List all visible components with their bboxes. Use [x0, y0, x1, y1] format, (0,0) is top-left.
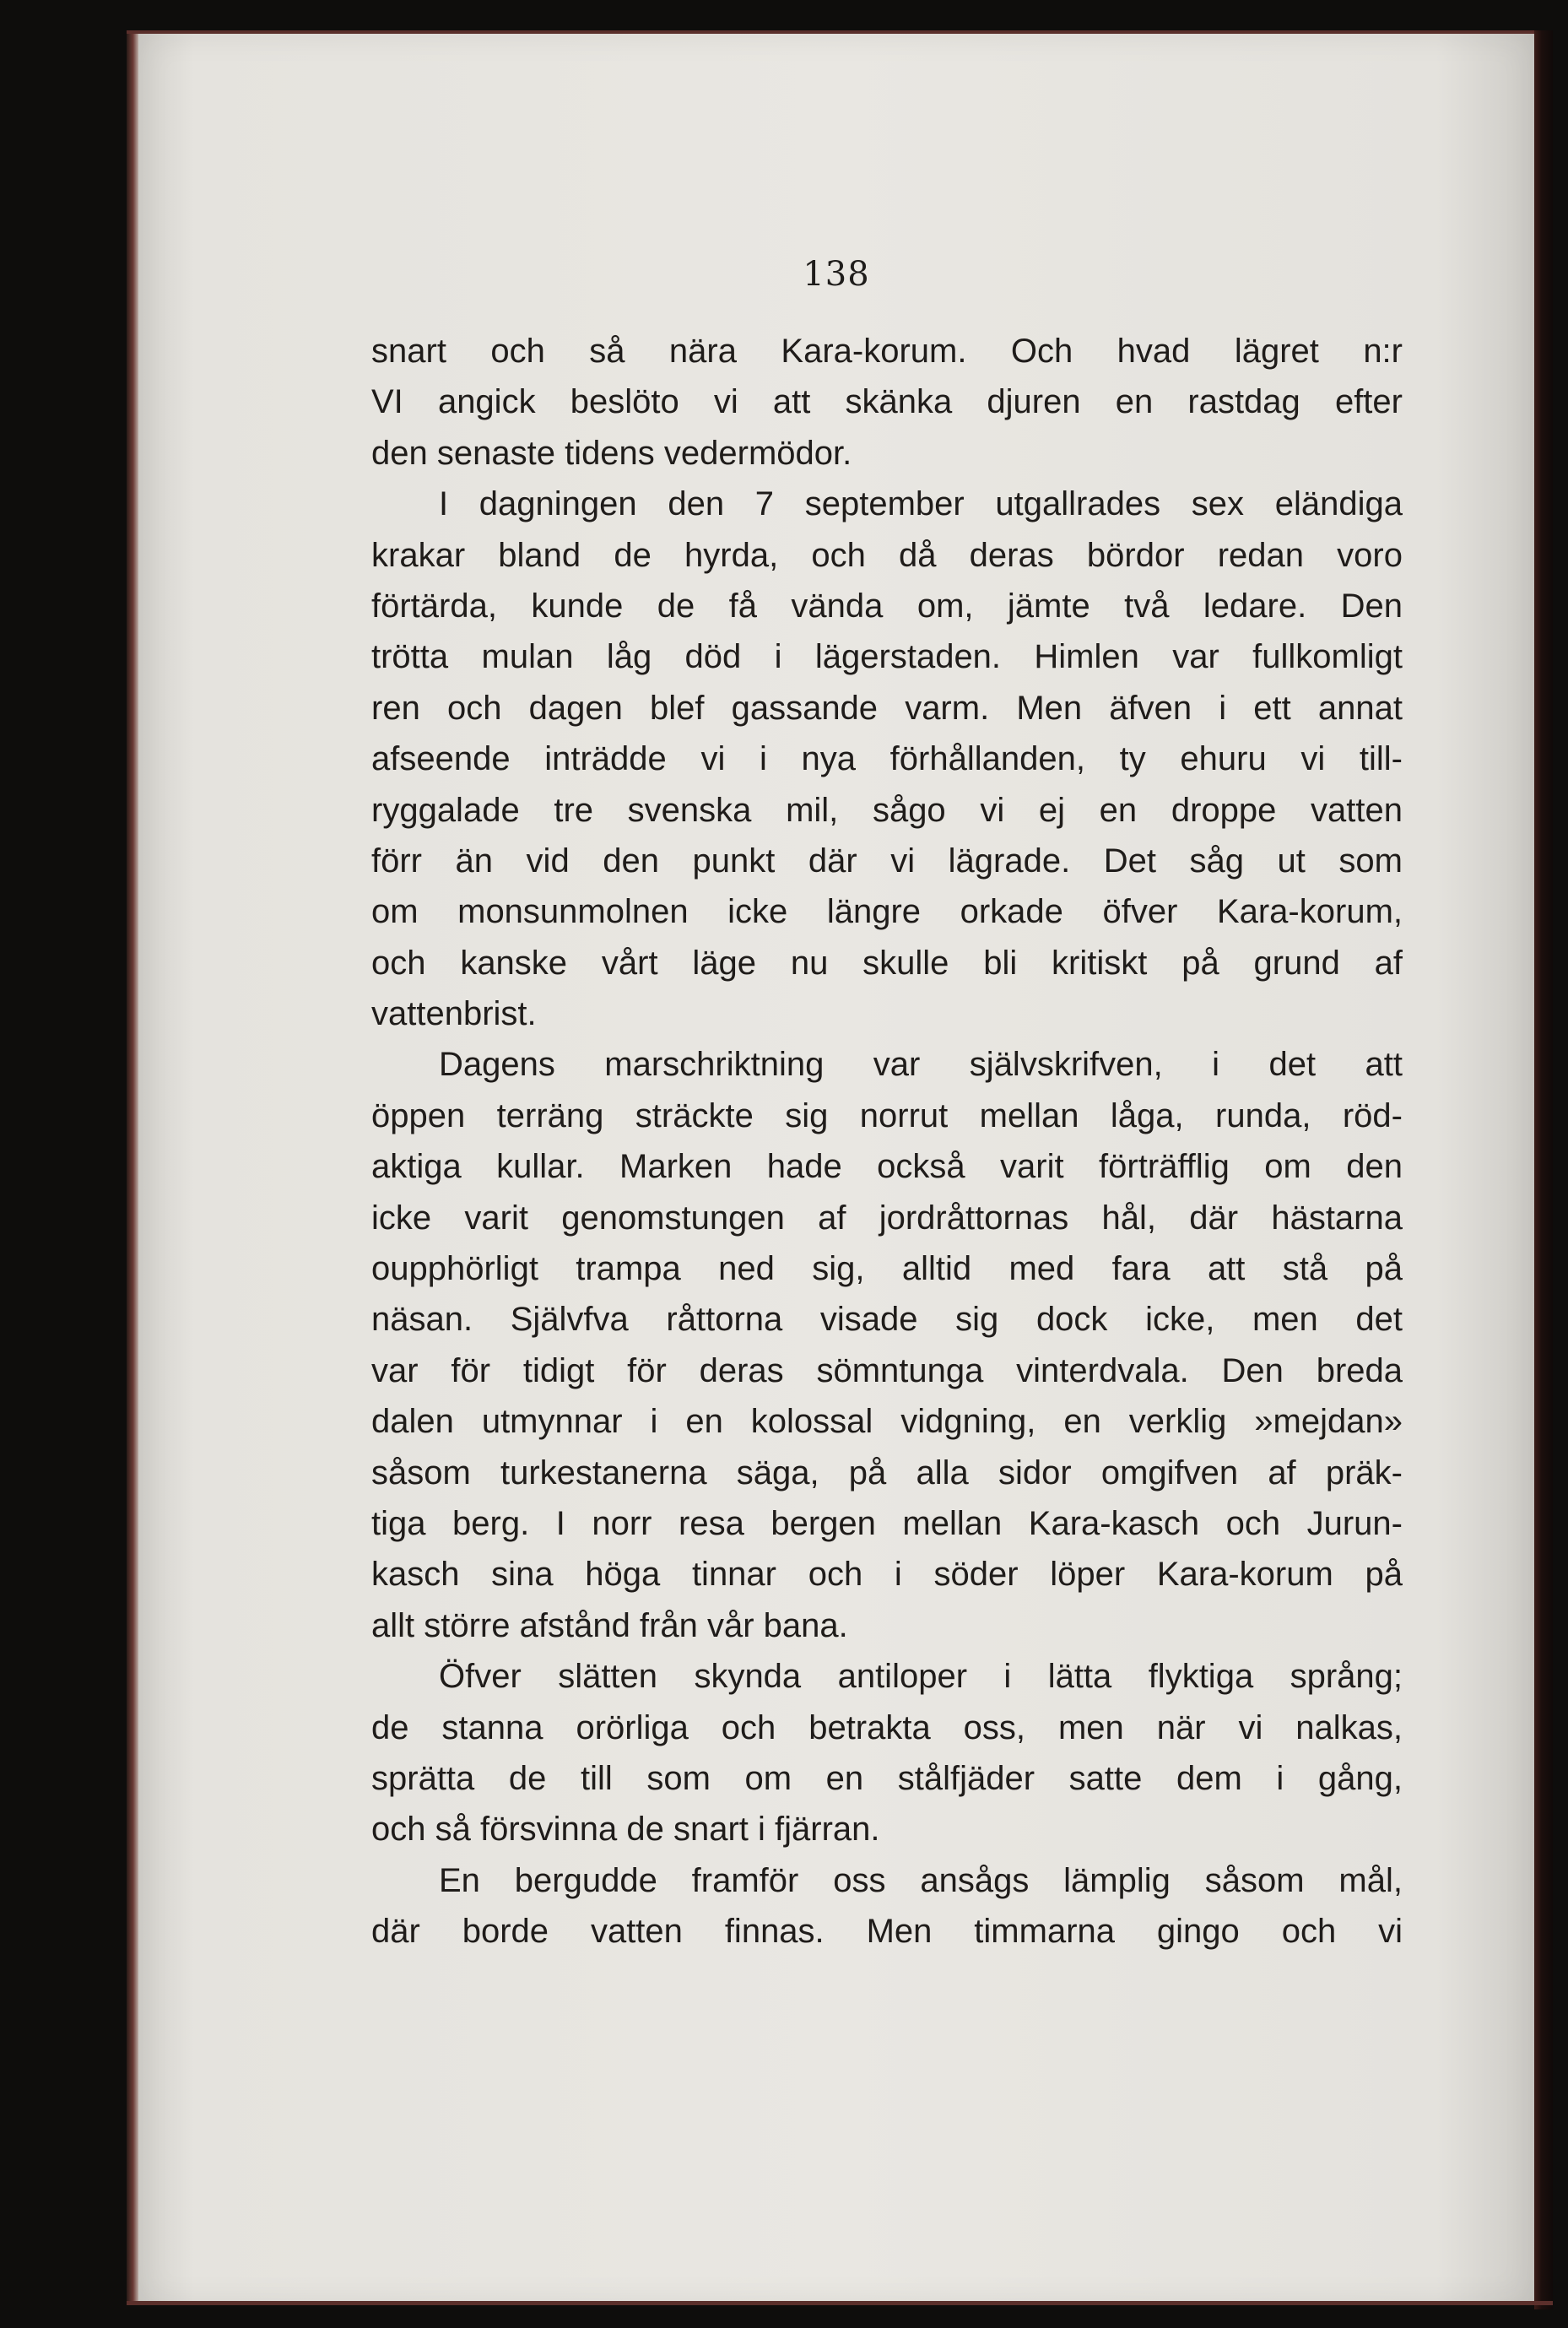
text-line: förtärda, kunde de få vända om, jämte två ledare. Den: [371, 587, 1403, 625]
text-line: Dagens marschriktning var självskrifven, i det att: [439, 1046, 1403, 1084]
text-line: kasch sina höga tinnar och i söder löper Kara-korum på: [371, 1556, 1403, 1594]
text-line: oupphörligt trampa ned sig, alltid med fara att stå på: [371, 1250, 1403, 1288]
text-line: snart och så nära Kara-korum. Och hvad lägret n:r: [371, 333, 1403, 370]
text-line: och så försvinna de snart i fjärran.: [371, 1811, 880, 1849]
text-line: ryggalade tre svenska mil, sågo vi ej en droppe vatten: [371, 791, 1403, 829]
page-number: 138: [803, 255, 870, 294]
text-line: den senaste tidens vedermödor.: [371, 434, 852, 472]
text-line: En bergudde framför oss ansågs lämplig såsom mål,: [439, 1861, 1403, 1899]
text-line: och kanske vårt läge nu skulle bli kritiskt på grund af: [371, 944, 1403, 982]
text-line: där borde vatten finnas. Men timmarna gingo och vi: [371, 1913, 1403, 1951]
text-line: krakar bland de hyrda, och då deras bördor redan voro: [371, 536, 1403, 574]
text-line: dalen utmynnar i en kolossal vidgning, en verklig »mejdan»: [371, 1403, 1403, 1441]
page-bottom-border: [127, 2301, 1553, 2305]
text-line: var för tidigt för deras sömntunga vinterdvala. Den breda: [371, 1351, 1403, 1389]
text-line: trötta mulan låg död i lägerstaden. Himlen var fullkomligt: [371, 638, 1403, 676]
text-line: tiga berg. I norr resa bergen mellan Kara-kasch och Jurun-: [371, 1504, 1403, 1542]
text-line: aktiga kullar. Marken hade också varit förträfflig om den: [371, 1148, 1403, 1186]
text-line: I dagningen den 7 september utgallrades sex eländiga: [439, 485, 1403, 523]
text-line: VI angick beslöto vi att skänka djuren en rastdag efter: [371, 383, 1403, 421]
page-left-edge: [127, 34, 138, 2304]
text-line: ren och dagen blef gassande varm. Men äfven i ett annat: [371, 689, 1403, 727]
text-line: om monsunmolnen icke längre orkade öfver Kara-korum,: [371, 893, 1403, 931]
page-right-edge: [1534, 30, 1553, 2309]
text-line: afseende inträdde vi i nya förhållanden, ty ehuru vi till-: [371, 740, 1403, 778]
text-line: de stanna orörliga och betrakta oss, men när vi nalkas,: [371, 1708, 1403, 1746]
text-line: förr än vid den punkt där vi lägrade. Det såg ut som: [371, 842, 1403, 880]
text-line: öppen terräng sträckte sig norrut mellan låga, runda, röd-: [371, 1096, 1403, 1134]
text-line: allt större afstånd från vår bana.: [371, 1606, 848, 1644]
text-line: icke varit genomstungen af jordråttornas hål, där hästarna: [371, 1199, 1403, 1237]
text-line: näsan. Självfva råttorna visade sig dock icke, men det: [371, 1301, 1403, 1339]
text-line: sprätta de till som om en stålfjäder satte dem i gång,: [371, 1759, 1403, 1797]
body-text: [371, 326, 1403, 1957]
text-line: vattenbrist.: [371, 995, 537, 1033]
text-line: Öfver slätten skynda antiloper i lätta flyktiga språng;: [439, 1658, 1403, 1696]
text-line: såsom turkestanerna säga, på alla sidor omgifven af präk-: [371, 1454, 1403, 1492]
